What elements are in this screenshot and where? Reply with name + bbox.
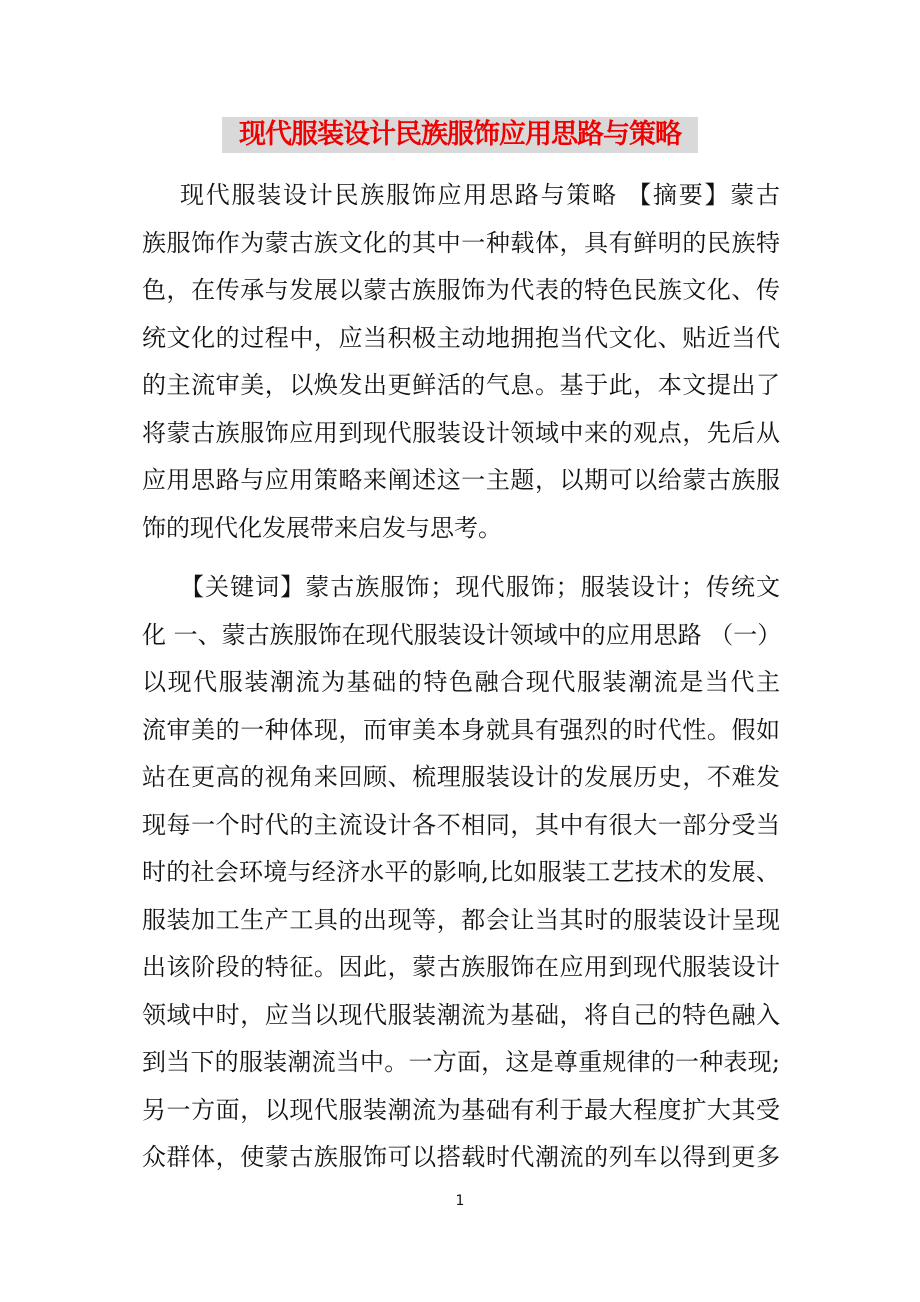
text-line: 站在更高的视角来回顾、梳理服装设计的发展历史，不难发 [142, 763, 780, 791]
text-line: 另一方面，以现代服装潮流为基础有利于最大程度扩大其受 [142, 1095, 780, 1124]
text-line: 以现代服装潮流为基础的特色融合现代服装潮流是当代主 [142, 668, 780, 696]
text-line: 化 一、蒙古族服饰在现代服装设计领域中的应用思路 （一） [142, 620, 782, 649]
text-line: 服装加工生产工具的出现等，都会让当其时的服装设计呈现 [142, 905, 780, 934]
text-line: 出该阶段的特征。因此，蒙古族服饰在应用到现代服装设计 [142, 953, 780, 981]
text-line: 的主流审美，以焕发出更鲜活的气息。基于此，本文提出了 [142, 371, 780, 399]
page-number: 1 [455, 1193, 465, 1209]
paragraph [142, 564, 780, 1182]
text-line: 流审美的一种体现，而审美本身就具有强烈的时代性。假如 [142, 715, 780, 744]
text-line: 领域中时，应当以现代服装潮流为基础，将自己的特色融入 [142, 1000, 780, 1029]
text-line: 统文化的过程中，应当积极主动地拥抱当代文化、贴近当代 [142, 323, 780, 352]
text-line: 应用思路与应用策略来阐述这一主题，以期可以给蒙古族服 [142, 466, 780, 494]
text-line: 色，在传承与发展以蒙古族服饰为代表的特色民族文化、传 [142, 276, 780, 304]
document-title: 现代服装设计民族服饰应用思路与策略 [222, 117, 698, 153]
text-line: 到当下的服装潮流当中。一方面，这是尊重规律的一种表现; [142, 1048, 780, 1076]
text-line: 【关键词】蒙古族服饰；现代服饰；服装设计；传统文 [180, 573, 780, 601]
text-line: 将蒙古族服饰应用到现代服装设计领域中来的观点，先后从 [142, 418, 780, 447]
text-line: 饰的现代化发展带来启发与思考。 [142, 513, 502, 542]
text-line: 众群体，使蒙古族服饰可以搭载时代潮流的列车以得到更多 [142, 1143, 780, 1171]
paragraph [142, 172, 780, 552]
text-line: 现每一个时代的主流设计各不相同，其中有很大一部分受当 [142, 810, 780, 839]
text-line: 现代服装设计民族服饰应用思路与策略 【摘要】蒙古 [180, 181, 780, 209]
text-line: 族服饰作为蒙古族文化的其中一种载体，具有鲜明的民族特 [142, 228, 780, 257]
text-line: 时的社会环境与经济水平的影响,比如服装工艺技术的发展、 [142, 858, 780, 886]
